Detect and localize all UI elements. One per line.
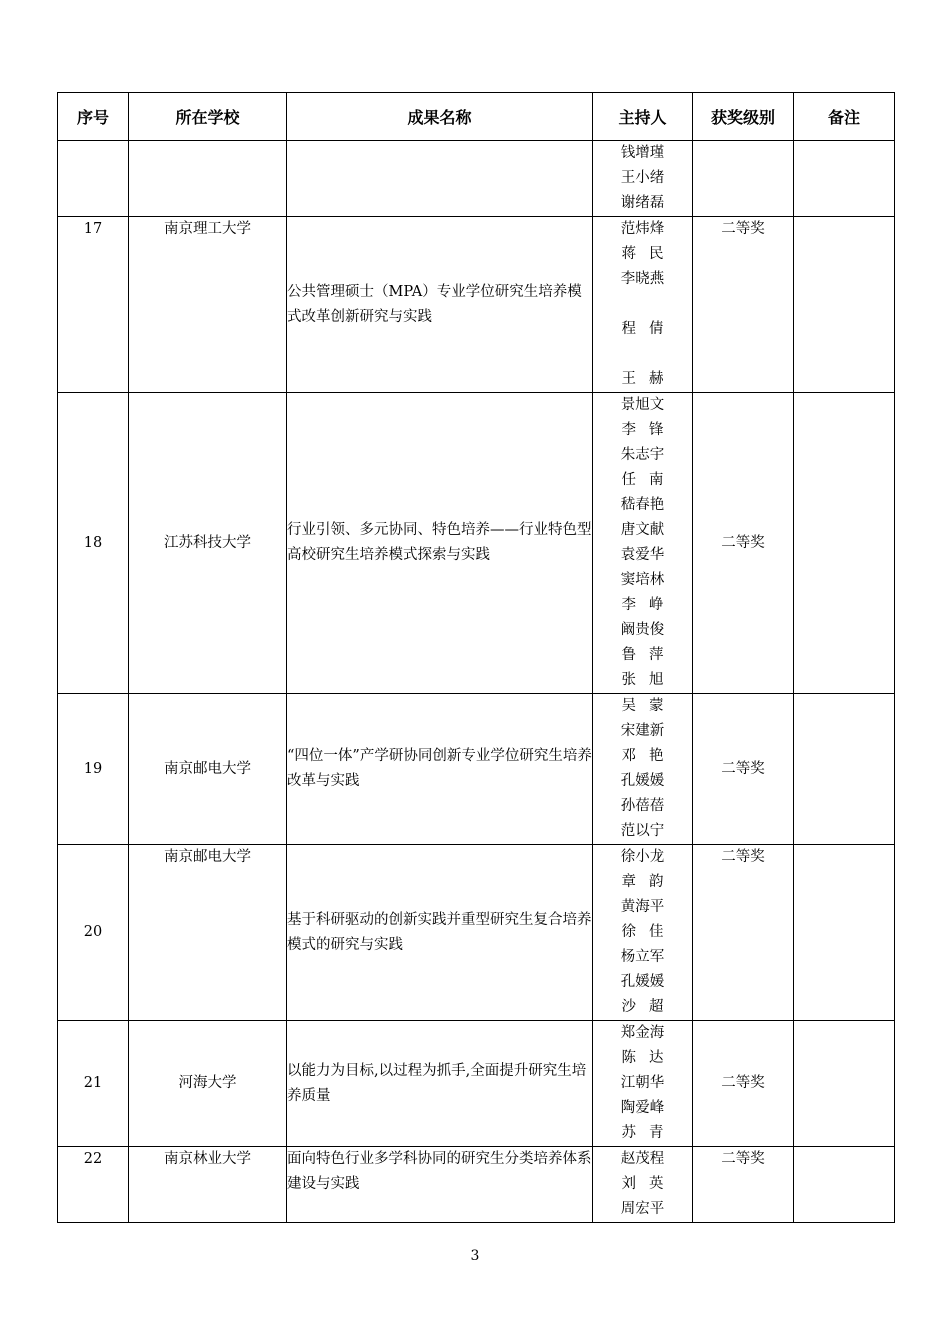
row-school: 南京林业大学 xyxy=(129,1147,287,1223)
host-name: 钱增瑾 xyxy=(620,145,665,161)
host-name: 杨立军 xyxy=(620,949,665,965)
row-note xyxy=(794,1021,895,1147)
host-name: 陈达 xyxy=(621,1050,677,1066)
host-name: 范炜烽 xyxy=(620,221,665,237)
host-name: 孔媛媛 xyxy=(620,974,665,990)
row-title-text: 以能力为目标,以过程为抓手,全面提升研究生培养质量 xyxy=(287,1062,587,1104)
row-title xyxy=(287,393,593,694)
page-number: 3 xyxy=(470,1248,480,1264)
host-name: 宋建新 xyxy=(620,723,665,739)
host-name: 李峥 xyxy=(621,597,677,613)
host-name: 王小绪 xyxy=(620,170,665,186)
row-school: 河海大学 xyxy=(129,1021,287,1147)
table-row xyxy=(58,393,895,694)
row-award: 二等奖 xyxy=(693,217,794,393)
row-no xyxy=(58,141,129,217)
host-name: 景旭文 xyxy=(620,397,665,413)
row-title xyxy=(287,217,593,393)
row-school: 南京邮电大学 xyxy=(129,845,287,1021)
row-title xyxy=(287,1021,593,1147)
host-name: 任南 xyxy=(621,472,677,488)
row-school: 南京邮电大学 xyxy=(129,694,287,845)
row-note xyxy=(794,217,895,393)
host-name: 徐小龙 xyxy=(620,849,665,865)
table-row xyxy=(58,141,895,217)
host-name: 郑金海 xyxy=(620,1025,665,1041)
host-name: 孙蓓蓓 xyxy=(620,798,665,814)
host-name: 徐佳 xyxy=(621,924,677,940)
row-note xyxy=(794,1147,895,1223)
row-hosts xyxy=(593,217,693,393)
row-title-text: 基于科研驱动的创新实践并重型研究生复合培养模式的研究与实践 xyxy=(287,911,592,953)
row-school: 江苏科技大学 xyxy=(129,393,287,694)
host-name: 周宏平 xyxy=(620,1201,665,1217)
host-name: 李锋 xyxy=(621,422,677,438)
host-name: 程倩 xyxy=(621,321,677,337)
row-note xyxy=(794,694,895,845)
host-name: 朱志宇 xyxy=(620,447,665,463)
host-name: 邓艳 xyxy=(621,748,677,764)
host-name: 范以宁 xyxy=(620,823,665,839)
table-row xyxy=(58,217,895,393)
row-no: 22 xyxy=(58,1147,129,1223)
row-hosts xyxy=(593,1147,693,1223)
row-no: 21 xyxy=(58,1021,129,1147)
row-title-text: 行业引领、多元协同、特色培养——行业特色型高校研究生培养模式探索与实践 xyxy=(287,522,592,563)
host-name: 蒋民 xyxy=(621,246,677,262)
header-hosts: 主持人 xyxy=(593,93,693,141)
row-school xyxy=(129,141,287,217)
row-note xyxy=(794,845,895,1021)
row-award: 二等奖 xyxy=(693,1021,794,1147)
host-name: 窦培林 xyxy=(620,572,665,588)
row-title xyxy=(287,845,593,1021)
host-name: 吴蒙 xyxy=(621,698,677,714)
host-name: 王赫 xyxy=(621,371,677,387)
host-name: 赵茂程 xyxy=(620,1151,665,1167)
row-award: 二等奖 xyxy=(693,1147,794,1223)
host-name: 李晓燕 xyxy=(620,271,665,287)
header-title: 成果名称 xyxy=(287,93,593,141)
host-name: 沙超 xyxy=(621,999,677,1015)
row-hosts xyxy=(593,1021,693,1147)
table-header-row xyxy=(58,93,895,141)
host-name: 章韵 xyxy=(621,874,677,890)
host-name: 苏青 xyxy=(621,1125,677,1141)
host-name: 谢绪磊 xyxy=(620,195,665,211)
host-name: 唐文献 xyxy=(620,522,665,538)
row-note xyxy=(794,393,895,694)
host-name: 孔媛媛 xyxy=(620,773,665,789)
header-school: 所在学校 xyxy=(129,93,287,141)
table-row xyxy=(58,694,895,845)
row-title xyxy=(287,141,593,217)
table-row xyxy=(58,1021,895,1147)
row-title-text: 面向特色行业多学科协同的研究生分类培养体系建设与实践 xyxy=(287,1151,592,1192)
row-title xyxy=(287,694,593,845)
row-title-text: “四位一体”产学研协同创新专业学位研究生培养改革与实践 xyxy=(287,748,592,789)
row-no: 17 xyxy=(58,217,129,393)
row-no: 18 xyxy=(58,393,129,694)
table-row xyxy=(58,845,895,1021)
host-name: 袁爱华 xyxy=(620,547,665,563)
row-award: 二等奖 xyxy=(693,694,794,845)
row-hosts xyxy=(593,845,693,1021)
host-name: 张旭 xyxy=(621,672,677,688)
row-no: 19 xyxy=(58,694,129,845)
row-award: 二等奖 xyxy=(693,393,794,694)
row-school: 南京理工大学 xyxy=(129,217,287,393)
row-title-text: 公共管理硕士（MPA）专业学位研究生培养模式改革创新研究与实践 xyxy=(287,283,582,325)
host-name: 阚贵俊 xyxy=(620,622,665,638)
row-title xyxy=(287,1147,593,1223)
header-note: 备注 xyxy=(794,93,895,141)
row-note xyxy=(794,141,895,217)
host-name: 陶爱峰 xyxy=(620,1100,665,1116)
row-award xyxy=(693,141,794,217)
row-hosts xyxy=(593,393,693,694)
host-name: 刘英 xyxy=(621,1176,677,1192)
awards-table xyxy=(57,92,895,1223)
row-no: 20 xyxy=(58,845,129,1021)
table-row xyxy=(58,1147,895,1223)
row-hosts xyxy=(593,694,693,845)
host-name: 鲁萍 xyxy=(621,647,677,663)
row-hosts xyxy=(593,141,693,217)
host-name: 嵇春艳 xyxy=(620,497,665,513)
header-award: 获奖级别 xyxy=(693,93,794,141)
host-name: 黄海平 xyxy=(620,899,665,915)
row-award: 二等奖 xyxy=(693,845,794,1021)
host-name: 江朝华 xyxy=(620,1075,665,1091)
header-no: 序号 xyxy=(58,93,129,141)
